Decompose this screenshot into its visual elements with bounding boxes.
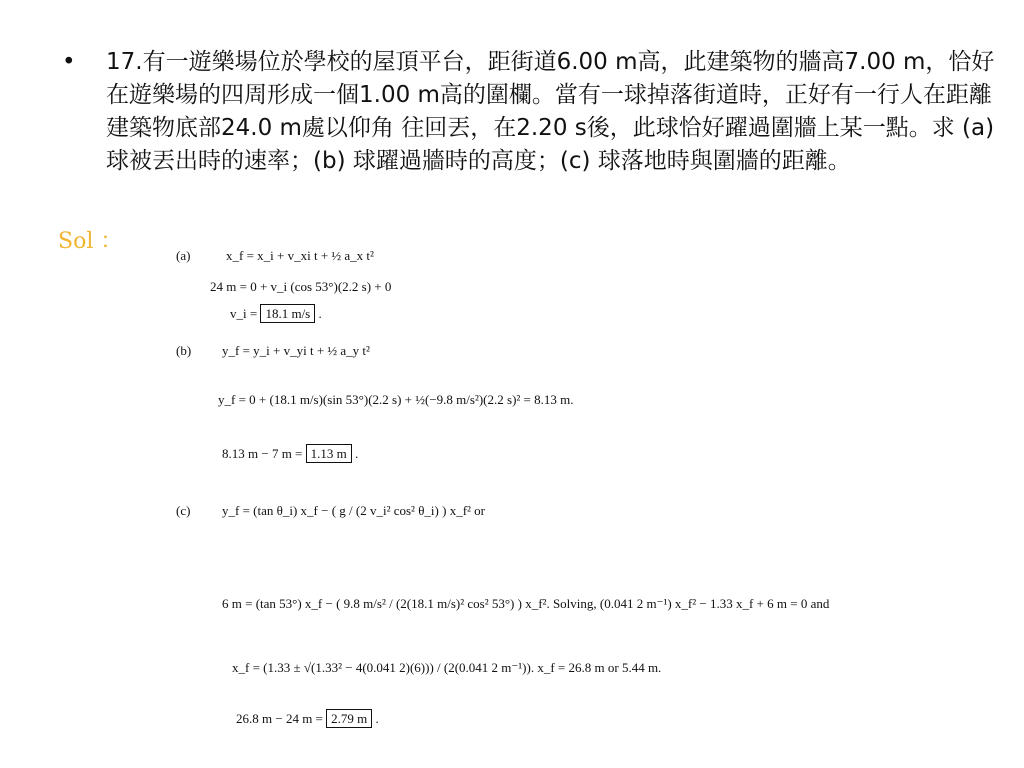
part-c-line1: y_f = (tan θ_i) x_f − ( g / (2 v_i² cos² θ_i) ) x_f² or [222,503,486,518]
part-c-line3: x_f = (1.33 ± √(1.33² − 4(0.041 2)(6))) / (2(0.041 2 m⁻¹)). x_f = 26.8 m or 5.44 m. [232,660,662,675]
part-a-prefix: v_i = [230,306,258,321]
part-b-suffix: . [355,446,359,461]
part-a-answer: 18.1 m/s [260,304,315,323]
part-b-line3 [222,446,358,462]
solution-label: Sol ： [58,229,123,254]
part-b-line2: y_f = 0 + (18.1 m/s)(sin 53°)(2.2 s) + ½(−9.8 m/s²)(2.2 s)² = 8.13 m. [218,392,574,407]
part-c-prefix: 26.8 m − 24 m = [236,711,323,726]
part-b-prefix: 8.13 m − 7 m = [222,446,303,461]
part-c-answer: 2.79 m [326,709,372,728]
part-a-line1: x_f = x_i + v_xi t + ½ a_x t² [226,248,374,263]
part-a-suffix: . [318,306,322,321]
bullet: • [62,49,76,75]
part-c-suffix: . [375,711,379,726]
part-a-label: (a) [176,248,191,263]
part-c-label: (c) [176,503,191,518]
part-c-line2: 6 m = (tan 53°) x_f − ( 9.8 m/s² / (2(18.1 m/s)² cos² 53°) ) x_f². Solving, (0.041 2 m⁻¹) x_f² − 1.33 x_f + 6 m = 0 and [222,596,830,611]
problem-text: 17.有一遊樂場位於學校的屋頂平台，距街道6.00 m高，此建築物的牆高7.00 m，恰好在遊樂場的四周形成一個1.00 m高的圍欄。當有一球掉落街道時，正好有一行人在距離建築物底部24.0 m處以仰角 往回丟，在2.20 s後，此球恰好躍過圍牆上某一點。求 (a) 球被丟出時的速率；(b) 球躍過牆時的高度；(c) 球落地時與圍牆的距離。 [106,49,995,174]
part-a-line2: 24 m = 0 + v_i (cos 53°)(2.2 s) + 0 [210,279,392,294]
part-b-answer: 1.13 m [306,444,352,463]
part-b-label: (b) [176,343,192,358]
part-b-line1: y_f = y_i + v_yi t + ½ a_y t² [222,343,370,358]
part-c-line4 [236,711,379,727]
part-a-line3 [230,306,322,322]
